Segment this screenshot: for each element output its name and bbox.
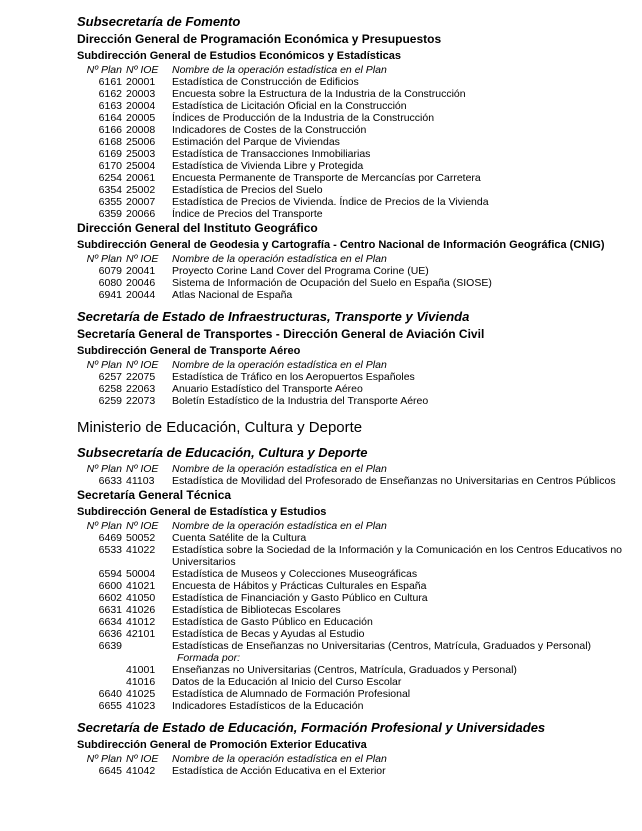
operation-name: Enseñanzas no Universitarias (Centros, Matrícula, Graduados y Personal) <box>172 664 517 676</box>
table-header-row <box>77 253 637 265</box>
column-header-name: Nombre de la operación estadística en el Plan <box>172 753 387 765</box>
table-row <box>77 688 637 700</box>
plan-number: 6163 <box>98 100 122 112</box>
table-row <box>77 124 637 136</box>
formada-por-row <box>77 652 637 664</box>
table-row <box>77 532 637 544</box>
plan-number: 6258 <box>98 383 122 395</box>
table-row <box>77 676 637 688</box>
table-row <box>77 765 637 777</box>
column-header-ioe: Nº IOE <box>126 253 159 265</box>
operation-name: Índices de Producción de la Industria de la Construcción <box>172 112 435 124</box>
subdirectorate-heading: Subdirección General de Estudios Económicos y Estadísticas <box>77 50 401 62</box>
ioe-number: 41022 <box>126 544 156 556</box>
ioe-number: 41026 <box>126 604 156 616</box>
column-header-ioe: Nº IOE <box>126 359 159 371</box>
operation-name: Sistema de Información de Ocupación del Suelo en España (SIOSE) <box>172 277 492 289</box>
column-header-name: Nombre de la operación estadística en el Plan <box>172 359 387 371</box>
plan-number: 6257 <box>98 371 122 383</box>
table-row <box>77 544 637 568</box>
ioe-number: 41012 <box>126 616 156 628</box>
secretariat-heading: Secretaría de Estado de Educación, Formación Profesional y Universidades <box>77 720 546 735</box>
table-row <box>77 184 637 196</box>
ioe-number: 20061 <box>126 172 156 184</box>
table-header-row <box>77 520 637 532</box>
column-header-plan: Nº Plan <box>86 753 122 765</box>
plan-number: 6639 <box>98 640 122 652</box>
table-row <box>77 136 637 148</box>
table-row <box>77 76 637 88</box>
plan-number: 6359 <box>98 208 122 220</box>
operation-name: Atlas Nacional de España <box>172 289 293 301</box>
plan-number: 6259 <box>98 395 122 407</box>
plan-number: 6602 <box>98 592 122 604</box>
table-row <box>77 383 637 395</box>
column-header-ioe: Nº IOE <box>126 64 159 76</box>
document-page <box>77 14 637 777</box>
ioe-number: 20003 <box>126 88 156 100</box>
column-header-plan: Nº Plan <box>86 64 122 76</box>
operation-name: Índice de Precios del Transporte <box>172 208 323 220</box>
column-header-plan: Nº Plan <box>86 253 122 265</box>
column-header-name: Nombre de la operación estadística en el Plan <box>172 520 387 532</box>
directorate-heading: Secretaría General Técnica <box>77 488 232 502</box>
plan-number: 6254 <box>98 172 122 184</box>
ioe-number: 22063 <box>126 383 156 395</box>
table-row <box>77 580 637 592</box>
formada-por-label: Formada por: <box>177 652 241 664</box>
ioe-number: 20008 <box>126 124 156 136</box>
ioe-number <box>122 652 172 664</box>
plan-number <box>77 676 122 688</box>
table-row <box>77 148 637 160</box>
column-header-plan: Nº Plan <box>86 463 122 475</box>
column-header-plan: Nº Plan <box>86 520 122 532</box>
table-row <box>77 100 637 112</box>
ioe-number <box>122 640 172 652</box>
secretariat-heading: Subsecretaría de Fomento <box>77 14 241 29</box>
ioe-number: 22075 <box>126 371 156 383</box>
plan-number: 6170 <box>98 160 122 172</box>
plan-number: 6640 <box>98 688 122 700</box>
table-row <box>77 568 637 580</box>
operation-name: Estadística de Museos y Colecciones Museográficas <box>172 568 418 580</box>
operation-name: Estadísticas de Enseñanzas no Universitarias (Centros, Matrícula, Graduados y Personal) <box>172 640 592 652</box>
ioe-number: 41016 <box>126 676 156 688</box>
operation-name: Estadística de Acción Educativa en el Exterior <box>172 765 386 777</box>
table-row <box>77 289 637 301</box>
subdirectorate-heading: Subdirección General de Estadística y Estudios <box>77 506 327 518</box>
operation-name: Estimación del Parque de Viviendas <box>172 136 340 148</box>
plan-number <box>77 664 122 676</box>
plan-number: 6594 <box>98 568 122 580</box>
table-row <box>77 628 637 640</box>
plan-number: 6169 <box>98 148 122 160</box>
plan-number: 6168 <box>98 136 122 148</box>
ioe-number: 22073 <box>126 395 156 407</box>
table-header-row <box>77 753 637 765</box>
operation-name: Estadística de Bibliotecas Escolares <box>172 604 341 616</box>
operation-name: Estadística de Transacciones Inmobiliarias <box>172 148 371 160</box>
table-row <box>77 616 637 628</box>
table-row <box>77 112 637 124</box>
operation-name: Estadística de Tráfico en los Aeropuertos Españoles <box>172 371 415 383</box>
operation-name: Encuesta Permanente de Transporte de Mercancías por Carretera <box>172 172 481 184</box>
ioe-number: 41021 <box>126 580 156 592</box>
plan-number: 6636 <box>98 628 122 640</box>
operation-name: Estadística de Becas y Ayudas al Estudio <box>172 628 365 640</box>
ioe-number: 41001 <box>126 664 156 676</box>
operation-name: Estadística de Financiación y Gasto Público en Cultura <box>172 592 428 604</box>
plan-number: 6655 <box>98 700 122 712</box>
operation-name: Estadística de Licitación Oficial en la Construcción <box>172 100 407 112</box>
ioe-number: 20005 <box>126 112 156 124</box>
plan-number: 6600 <box>98 580 122 592</box>
ioe-number: 50052 <box>126 532 156 544</box>
operation-name: Estadística de Precios de Vivienda. Índice de Precios de la Vivienda <box>172 196 489 208</box>
table-row <box>77 277 637 289</box>
operation-name: Cuenta Satélite de la Cultura <box>172 532 307 544</box>
ioe-number: 41050 <box>126 592 156 604</box>
table-row <box>77 196 637 208</box>
ioe-number: 20066 <box>126 208 156 220</box>
operation-name: Encuesta sobre la Estructura de la Industria de la Construcción <box>172 88 466 100</box>
ioe-number: 41025 <box>126 688 156 700</box>
ioe-number: 41103 <box>126 475 155 487</box>
subdirectorate-heading: Subdirección General de Transporte Aéreo <box>77 345 301 357</box>
directorate-heading: Dirección General de Programación Económica y Presupuestos <box>77 32 442 46</box>
table-row <box>77 664 637 676</box>
secretariat-heading: Subsecretaría de Educación, Cultura y Deporte <box>77 445 368 460</box>
secretariat-heading: Secretaría de Estado de Infraestructuras, Transporte y Vivienda <box>77 309 470 324</box>
subdirectorate-heading: Subdirección General de Geodesia y Cartografía - Centro Nacional de Información Geográfica (CNIG) <box>77 239 605 251</box>
directorate-heading: Secretaría General de Transportes - Dirección General de Aviación Civil <box>77 327 485 341</box>
plan-number: 6079 <box>98 265 122 277</box>
ioe-number: 20044 <box>126 289 156 301</box>
operation-name: Estadística de Gasto Público en Educación <box>172 616 373 628</box>
plan-number: 6080 <box>98 277 122 289</box>
ioe-number: 20046 <box>126 277 156 289</box>
table-row <box>77 160 637 172</box>
table-row <box>77 88 637 100</box>
column-header-ioe: Nº IOE <box>126 753 159 765</box>
ioe-number: 42101 <box>126 628 156 640</box>
plan-number: 6633 <box>98 475 122 487</box>
column-header-name: Nombre de la operación estadística en el Plan <box>172 64 387 76</box>
ioe-number: 41042 <box>126 765 156 777</box>
ioe-number: 50004 <box>126 568 156 580</box>
plan-number: 6941 <box>98 289 122 301</box>
directorate-heading: Dirección General del Instituto Geográfico <box>77 221 318 235</box>
plan-number: 6166 <box>98 124 122 136</box>
ioe-number: 25006 <box>126 136 156 148</box>
ioe-number: 25002 <box>126 184 156 196</box>
plan-number: 6645 <box>98 765 122 777</box>
table-row <box>77 604 637 616</box>
ioe-number: 41023 <box>126 700 156 712</box>
column-header-plan: Nº Plan <box>86 359 122 371</box>
plan-number: 6533 <box>98 544 122 556</box>
ioe-number: 20007 <box>126 196 156 208</box>
ioe-number: 20004 <box>126 100 156 112</box>
operation-name: Indicadores Estadísticos de la Educación <box>172 700 364 712</box>
ministry-heading: Ministerio de Educación, Cultura y Deporte <box>77 419 363 436</box>
plan-number: 6162 <box>98 88 122 100</box>
operation-name: Estadística de Precios del Suelo <box>172 184 323 196</box>
table-row <box>77 395 637 407</box>
column-header-name: Nombre de la operación estadística en el Plan <box>172 463 387 475</box>
table-row <box>77 640 637 652</box>
table-row <box>77 371 637 383</box>
ioe-number: 20041 <box>126 265 156 277</box>
operation-name: Proyecto Corine Land Cover del Programa Corine (UE) <box>172 265 429 277</box>
table-header-row <box>77 64 637 76</box>
operation-name: Estadística sobre la Sociedad de la Información y la Comunicación en los Centros Educativos no Universitarios <box>172 544 622 568</box>
ioe-number: 20001 <box>126 76 156 88</box>
plan-number: 6634 <box>98 616 122 628</box>
operation-name: Estadística de Alumnado de Formación Profesional <box>172 688 411 700</box>
table-row <box>77 592 637 604</box>
subdirectorate-heading: Subdirección General de Promoción Exterior Educativa <box>77 739 367 751</box>
table-row <box>77 208 637 220</box>
operation-name: Indicadores de Costes de la Construcción <box>172 124 367 136</box>
table-header-row <box>77 463 637 475</box>
ioe-number: 25004 <box>126 160 156 172</box>
table-header-row <box>77 359 637 371</box>
operation-name: Estadística de Construcción de Edificios <box>172 76 359 88</box>
ioe-number: 25003 <box>126 148 156 160</box>
operation-name: Encuesta de Hábitos y Prácticas Culturales en España <box>172 580 427 592</box>
plan-number: 6469 <box>98 532 122 544</box>
plan-number: 6161 <box>98 76 122 88</box>
table-row <box>77 700 637 712</box>
table-row <box>77 265 637 277</box>
operation-name: Estadística de Vivienda Libre y Protegida <box>172 160 364 172</box>
operation-name: Estadística de Movilidad del Profesorado de Enseñanzas no Universitarias en Centros Públicos <box>172 475 616 487</box>
column-header-name: Nombre de la operación estadística en el Plan <box>172 253 387 265</box>
plan-number: 6354 <box>98 184 122 196</box>
plan-number: 6164 <box>98 112 122 124</box>
table-row <box>77 475 637 487</box>
table-row <box>77 172 637 184</box>
plan-number <box>77 652 122 664</box>
operation-name: Anuario Estadístico del Transporte Aéreo <box>172 383 363 395</box>
column-header-ioe: Nº IOE <box>126 463 159 475</box>
plan-number: 6631 <box>98 604 122 616</box>
column-header-ioe: Nº IOE <box>126 520 159 532</box>
operation-name: Datos de la Educación al Inicio del Curso Escolar <box>172 676 402 688</box>
plan-number: 6355 <box>98 196 122 208</box>
operation-name: Boletín Estadístico de la Industria del Transporte Aéreo <box>172 395 429 407</box>
